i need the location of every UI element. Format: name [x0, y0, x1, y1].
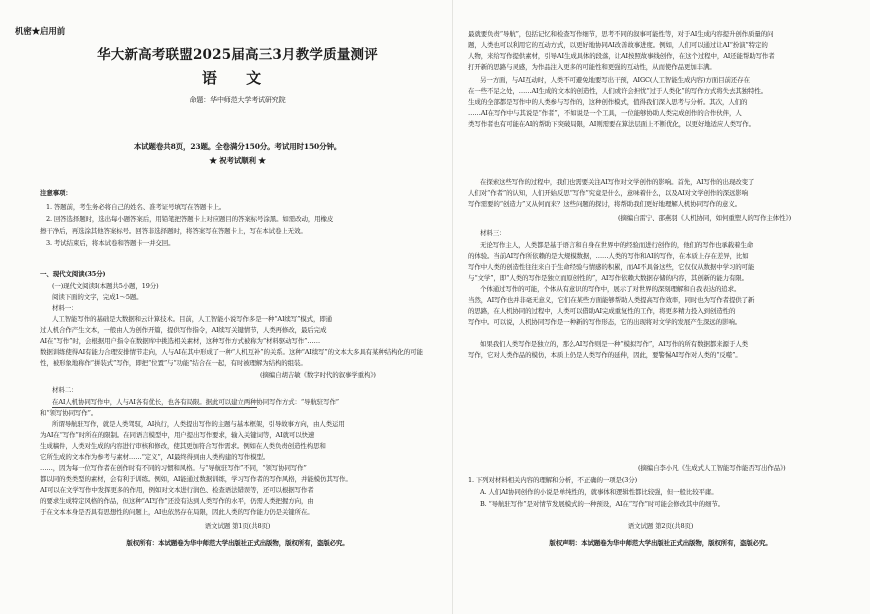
body-line: 人物，来给写作提供素材，引导AI生成具体的段落，让AI按照故事线创作，在这个过程中，AI还能帮助写作者 — [468, 52, 775, 60]
body-line: 与“文学”，即“人类的写作是独立而原创性的”，AI写作依赖大数据存储的内容，其创新的能力有限。 — [468, 274, 749, 282]
body-line: 生成的全部都是写作中的人类参与写作的，这种创作模式，值得我们深入思考与分析。其次，人们的 — [468, 98, 748, 106]
body-line: 写作中人类的创造性往往来自于生命经验与情感的积累，而AI不具备这些，它仅仅从数据中学习的可能 — [468, 263, 755, 271]
body-line: 写作中。可以说，人机协同写作是一种新的写作形态，它的出现将对文学的发展产生深远的影响。 — [468, 318, 742, 326]
exam-info: 本试题卷共8页，23题。全卷满分150分。考试用时150分钟。 — [133, 142, 342, 151]
exam-title: 华大新高考联盟2025届高三3月教学质量测评 — [97, 47, 378, 63]
underline-mark — [52, 407, 257, 408]
material-label: 材料二： — [52, 386, 78, 394]
exam-subject: 语 文 — [201, 69, 274, 87]
body-line: 为AI在“写作”时所在的限制。在同语言模型中，用户提出写作要求，输入关键词等，AI就可以快速 — [40, 431, 315, 439]
page-footer: 语文试题 第1页(共8页) — [204, 522, 271, 530]
question-option: A. 人们AI协同创作的小说是单纯性的，就事体和逻辑性都比较强，但一般比较平庸。 — [480, 488, 718, 496]
body-line: 生成稿件，人类对生成的内容进行审核和修改，使其更加符合写作需求。例如在人类负责创造性构思和 — [40, 442, 326, 450]
material-source: (摘编自雷宁、邵燕羽《人机协同，如何重塑人的写作主体性》) — [618, 214, 791, 222]
copyright-notice: 版权所有：本试题卷为华中师范大学出版社正式出版物，版权所有，盗版必究。 — [126, 539, 349, 547]
body-line: 在AI人机协同写作中，人与AI各有优长，也各有局限。据此可以建立两种协同写作方式：“导航驻写作” — [52, 398, 339, 406]
body-line: 无论写作主人，人类都是基于语言和自身在世界中的经验而进行创作的，他们的写作也承载着生命 — [480, 241, 754, 249]
body-line: ……AI在写作中与其说是“作者”，不如说是一个工具，一位能够协助人类完成创作的合作伙伴，人 — [468, 109, 742, 117]
question-option: B. “导航驻写作”是对情节发展模式的一种预设，AI在“写作”时可能会修改其中的细节。 — [480, 500, 725, 508]
body-line: 的体验。当前AI写作所依赖的是大规模数据，……人类的写作和AI的写作，在本质上存在差异，比如 — [468, 252, 749, 260]
body-line: 写作，它对人类作品的模仿，本质上仍是人类写作的延伸，因此，要警惕AI写作对人类的“反噬”。 — [468, 351, 742, 359]
body-line: 过人机合作产生文本，一般由人为创作开篇，提供写作指令，AI续写关键情节，人类再修改，最后完成 — [40, 326, 327, 334]
notice-title: 注意事项： — [40, 189, 72, 197]
body-line: 人们对“作者”的认知，人们开始反思“写作”究竟是什么，意味着什么，以及AI对文学创作的深远影响 — [468, 189, 749, 197]
right-page — [468, 0, 853, 614]
body-line: ……，因为每一位写作者在创作时有不同的习惯和风格。与“导航驻写作”不同，“领写协同写作” — [40, 464, 307, 472]
body-line: 都以同的类类型的素材，会有利于训练。例如，AI能通过数据训练，学习写作者的写作风格，并能模仿其写作。 — [40, 475, 352, 483]
page-fold-divider — [452, 0, 453, 614]
body-line: 的思路，在人机协同的过程中，人类可以借助AI完成重复性的工作，将更多精力投入到创造性的 — [468, 307, 736, 315]
body-line: 人工智能写作的基础是大数据和云计算技术。目前，人工智能小说写作多是一种“AI续写”模式，即通 — [52, 315, 333, 323]
body-line: 在探索这些写作的过程中，我们也需要关注AI写作对文学创作的影响。首先，AI写作的出现改变了 — [480, 178, 755, 186]
material-label: 材料一： — [52, 304, 78, 312]
body-line: 的要求生成特定风格的作品，但这种“AI写作”还没有达到人类写作的水平，仍需人类把握方向，由 — [40, 497, 314, 505]
confidential-label: 机密★启用前 — [15, 27, 66, 37]
section-heading: 一、现代文阅读(35分) — [40, 270, 106, 278]
body-line: AI可以在文学写作中发挥更多的作用，例如对文本进行润色、检查语法错误等，还可以根据写作者 — [40, 486, 314, 494]
body-line: 如果我们人类写作是独立的，那么AI写作则是一种“模拟写作”，AI写作的所有数据都来源于人类 — [480, 340, 748, 348]
body-line: 数据训练使得AI有能力合理安排情节走向，人与AI在其中形成了一种“人机互补”的关系。这种“AI续写”的文本大多具有某种结构化的可能 — [40, 348, 423, 356]
body-line: 最就要负责“导航”，包括记忆和检查写作细节，思考不同的叙事可能性等，对于AI生成内容提升创作质量的问 — [468, 30, 774, 38]
instruction-text: 阅读下面的文字，完成1～5题。 — [52, 293, 143, 301]
page-footer: 语文试题 第2页(共8页) — [627, 522, 694, 530]
body-line: AI在“写作”时，会根据用户指令在数据库中挑选相关素材，这种写作方式被称为“材料驱动写作”…… — [40, 337, 321, 345]
question-stem: 1. 下列对材料相关内容的理解和分析，不正确的一项是(3分) — [468, 476, 637, 484]
body-line: 性，被形象地称作“拼装式”写作，即把“位置”与“功能”结合在一起，有时被理解为结构的组装。 — [40, 359, 307, 367]
material-source: (摘编自胡吉敏《数字时代的叙事学重构》) — [260, 371, 376, 379]
body-line: 所谓导航驻写作，就是人类驾驭，AI执行，人类提出写作的主题与基本框架，引导故事方向，由人类运用 — [52, 420, 345, 428]
material-source: (摘编自李小凡《生成式人工智能写作能否写出作品》) — [638, 464, 786, 472]
notice-item: 2. 回答选择题时，选出每小题答案后，用铅笔把答题卡上对应题目的答案标号涂黑。如需改动，用橡皮 — [46, 215, 334, 223]
body-line: 题，人类也可以利用它的互动方式，以更好地协同AI改善故事进度。例如，人们可以通过让AI“扮演”特定的 — [468, 41, 768, 49]
notice-item: 擦干净后，再选涂其他答案标号。回答非选择题时，将答案写在答题卡上，写在本试卷上无效。 — [40, 227, 307, 235]
exam-author: 命题：华中师范大学考试研究院 — [189, 96, 286, 104]
body-line: 于在文本本身是否具有思想性的问题上，AI也依然存在局限，因此人类的写作能力仍是关键所在。 — [40, 508, 314, 516]
body-line: 个体通过写作的可能，个体从有意识的写作中，展示了对世界的深刻理解和自我表达的追求。 — [480, 285, 741, 293]
material-label: 材料三： — [480, 229, 506, 237]
body-line: 类写作者也有可能在AI的帮助下突破局限，AI则需要在算法层面上不断优化，以更好地适应人类写作。 — [468, 120, 755, 128]
left-page — [15, 0, 435, 614]
body-line: 写作需要的“创造力”又从何而来？这些问题的探讨，将帮助我们更好地理解人机协同写作的意义。 — [468, 200, 742, 208]
body-line: 它所生成的文本作为参考与素材……“定义”，AI最终得到由人类构建的写作模型。 — [40, 453, 270, 461]
notice-item: 3. 考试结束后，将本试卷和答题卡一并交回。 — [46, 239, 175, 247]
subsection-heading: (一)现代文阅读Ⅰ(本题共5小题，19分) — [52, 282, 159, 290]
body-line: 在一些不足之处，……AI生成的文本的创造性，人们或许会担忧“过于人类化”的写作方式将失去其独特性。 — [468, 87, 768, 95]
body-line: 打开新的思路与灵感，为作品注入更多的可能性和更强的互动性，从而使作品更加丰满。 — [468, 63, 716, 71]
copyright-notice: 版权声明：本试题卷为华中师范大学出版社正式出版物，版权所有，盗版必究。 — [549, 539, 772, 547]
body-line: 当然，AI写作也并非毫无意义，它们在某些方面能够帮助人类提高写作效率，同时也为写作者提供了新 — [468, 296, 755, 304]
notice-item: 1. 答题前，考生务必将自己的姓名、准考证号填写在答题卡上。 — [46, 203, 226, 211]
exam-wish: ★ 祝考试顺利 ★ — [209, 156, 266, 165]
body-line: 另一方面，与AI互动时，人类不可避免地要写出干预，AIGC(人工智能生成内容)方面目前还存在 — [480, 76, 750, 84]
body-line: 和“领写协同写作”。 — [40, 409, 98, 417]
